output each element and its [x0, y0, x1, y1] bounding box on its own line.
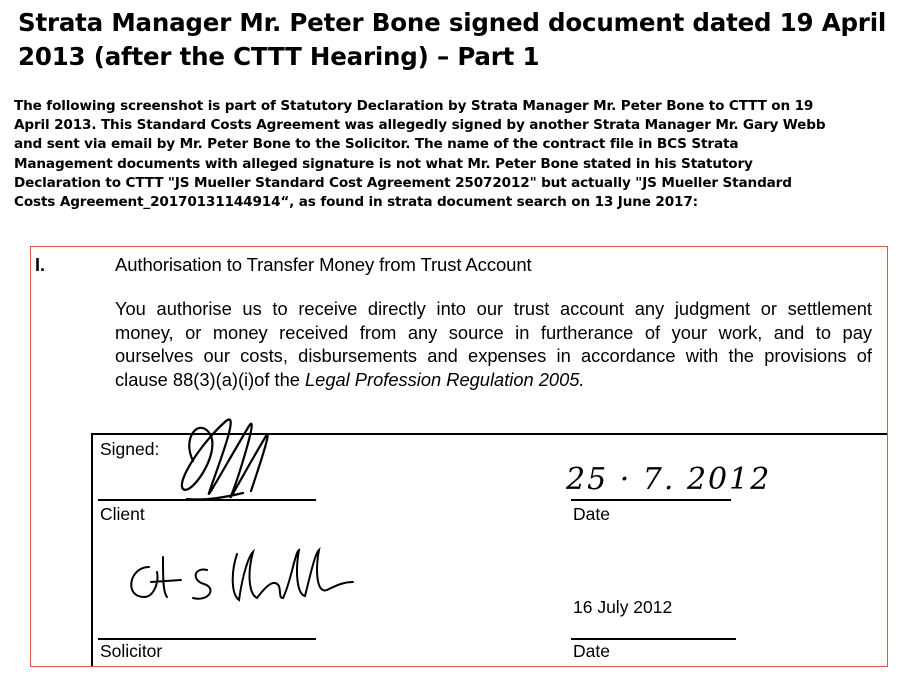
body-line-4	[115, 368, 872, 392]
body-line-3: ourselves our costs, disbursements and expenses in accordance with the provisions of	[115, 345, 872, 367]
solicitor-date-line	[571, 638, 736, 640]
title-line-2: 2013 (after the CTTT Hearing) – Part 1	[18, 42, 540, 71]
page-title	[18, 6, 898, 74]
section-number: I.	[35, 255, 46, 275]
intro-line-2: April 2013. This Standard Costs Agreement was allegedly signed by another Strata Manager Mr. Gary Webb	[14, 117, 826, 134]
client-signature-line	[98, 499, 316, 501]
solicitor-signature	[119, 542, 359, 622]
date-label-solicitor: Date	[573, 641, 610, 661]
signed-label: Signed:	[100, 439, 160, 459]
date-label-client: Date	[573, 504, 610, 524]
section-title: Authorisation to Transfer Money from Trust Account	[115, 254, 532, 275]
solicitor-signature-line	[98, 638, 316, 640]
scanned-document-excerpt	[30, 246, 888, 667]
intro-paragraph	[14, 97, 909, 212]
intro-line-6: Costs Agreement_20170131144914“, as found in strata document search on 13 June 2017:	[14, 194, 698, 211]
body-line-4-prefix: clause 88(3)(a)(i)of the	[115, 368, 305, 390]
handwritten-date: 25 · 7. 2012	[566, 462, 772, 497]
client-label: Client	[100, 504, 145, 524]
body-line-2: money, or money received from any source in furtherance of your work, and to pay	[115, 321, 872, 343]
intro-line-1: The following screenshot is part of Statutory Declaration by Strata Manager Mr. Peter Bone to CTTT on 19	[14, 98, 814, 114]
regulation-title: Legal Profession Regulation 2005.	[305, 368, 585, 390]
client-date-line	[571, 499, 731, 501]
section-body	[115, 297, 872, 391]
intro-line-3: and sent via email by Mr. Peter Bone to the Solicitor. The name of the contract file in BCS Strata	[14, 136, 739, 153]
intro-line-5: Declaration to CTTT "JS Mueller Standard Cost Agreement 25072012" but actually "JS Mueller Standard	[14, 174, 792, 191]
typed-date: 16 July 2012	[573, 597, 673, 617]
solicitor-label: Solicitor	[100, 641, 163, 661]
title-line-1: Strata Manager Mr. Peter Bone signed document dated 19 April	[18, 8, 887, 37]
client-signature	[131, 401, 291, 511]
body-line-1: You authorise us to receive directly into our trust account any judgment or settlement	[115, 298, 872, 319]
intro-line-4: Management documents with alleged signature is not what Mr. Peter Bone stated in his Statutory	[14, 155, 753, 172]
